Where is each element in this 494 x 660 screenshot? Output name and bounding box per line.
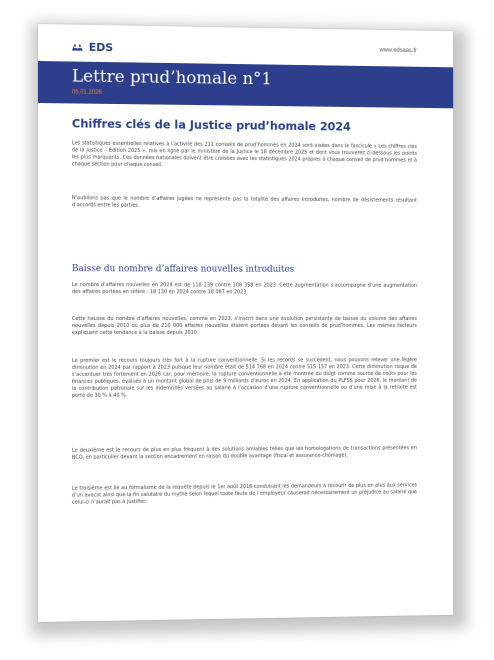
section-paragraph: Le troisième est lié au formalisme de la requête depuis le 1er août 2016 conduisant les demandeurs à recourir de plus en plus aux services d’un avocat ainsi que la fin salutaire du mythe selon lequel toute faute de l’employeur causerait nécessairement un préjudice au salarié que celui-ci n’aurait pas à justifier.	[71, 482, 417, 506]
website-link[interactable]: www.edsaas.fr	[379, 47, 417, 55]
eds-logo	[72, 41, 113, 55]
logo-text: EDS	[88, 40, 114, 55]
intro-paragraph: Les statistiques essentielles relatives à l’activité des 211 conseils de prud’hommes en 2024 sont visées dans le fascicule « Les chiffres clés de la justice – Édition 2025 », mis en ligne par le ministère de la Justice le 18 décembre 2025 et dont vous trouverez ci-dessous les points les plus marquants. Ces données nationales doivent être croisées avec les statistiques 2024 propres à chaque conseil de prud’hommes et à chaque section pour chaque conseil.	[71, 140, 417, 169]
logo-mark-icon	[72, 43, 86, 52]
intro-paragraph: N’oublions pas que le nombre d’affaires jugées ne représente pas la totalité des affaires introduites, nombre de désistements résultant d’accords entre les parties.	[71, 195, 417, 209]
newsletter-title: Lettre prud’homale n°1	[71, 66, 272, 90]
section-paragraph: Le deuxième est le recours de plus en plus fréquent à des solutions amiables telles que les homologations de transactions présentées en BCO, en particulier devant la section encadrement en raison du double avantage (fiscal et assurance-chômage).	[71, 445, 417, 461]
main-heading: Chiffres clés de la Justice prud’homale 2024	[71, 116, 351, 134]
newsletter-date: 05.01.2026	[71, 89, 102, 96]
section-paragraph: Cette hausse du nombre d’affaires nouvelles, comme en 2023, s’inscrit dans une évolution persistante de baisse du volume des affaires nouvelles depuis 2010 où plus de 210 000 affaires nouvelles étaient portées devant les conseils de prud’hommes. Les mêmes facteurs expliquent cette tendance à la baisse depuis 2010.	[71, 316, 417, 337]
section-heading: Baisse du nombre d’affaires nouvelles introduites	[71, 264, 295, 275]
section-paragraph: Le premier est le recours toujours très fort à la rupture conventionnelle. Si les records se succèdent, nous pouvons relever une légère diminution en 2024 par rapport à 2023 puisque leur nombre était de 514 768 en 2024 contre 515 157 en 2023. Cette diminution risque de s’accentuer très fortement en 2026 car, pour mémoire, la rupture conventionnelle a été montrée du doigt comme source de coûts pour les finances publiques, évalués à un montant global de plus de 9 milliards d’euros en 2024. En application du PLFSS pour 2026, le montant de la contribution patronale sur les indemnités versées au salarié à l’occasion d’une rupture conventionnelle ou d’une mise à la retraite est porté de 30 % à 40 %.	[71, 357, 417, 400]
document-page	[38, 24, 453, 622]
title-banner	[38, 61, 453, 108]
section-paragraph: Le nombre d’affaires nouvelles en 2024 est de 118 239 contre 108 358 en 2023. Cette augmentation s’accompagne d’une augmentation des affaires portées en référé : 18 130 en 2024 contre 18 087 en 2023.	[71, 282, 417, 296]
page-header	[38, 24, 453, 64]
